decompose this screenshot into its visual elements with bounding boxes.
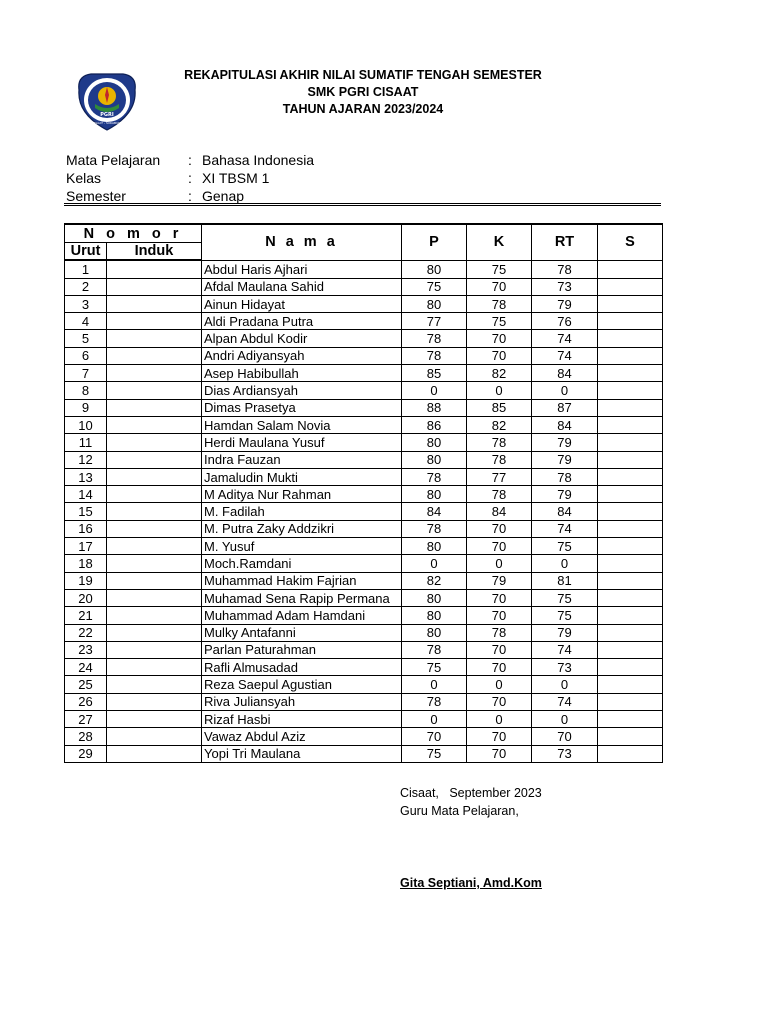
cell-k: 70 [467,728,532,745]
cell-p: 82 [402,572,467,589]
cell-induk [107,486,202,503]
info-colon: : [188,152,192,168]
cell-rt: 84 [532,365,598,382]
cell-urut: 19 [65,572,107,589]
cell-p: 75 [402,659,467,676]
cell-k: 70 [467,607,532,624]
cell-p: 80 [402,260,467,278]
cell-induk [107,399,202,416]
cell-induk [107,330,202,347]
cell-s [598,728,663,745]
cell-rt: 74 [532,347,598,364]
cell-s [598,745,663,762]
table-body [65,260,663,762]
cell-nama: Afdal Maulana Sahid [202,278,402,295]
cell-urut: 12 [65,451,107,468]
cell-urut: 9 [65,399,107,416]
cell-induk [107,711,202,728]
table-row [65,728,663,745]
cell-rt: 79 [532,434,598,451]
signature-role: Guru Mata Pelajaran, [400,804,519,818]
cell-k: 75 [467,260,532,278]
cell-s [598,486,663,503]
table-row [65,693,663,710]
table-row [65,330,663,347]
table-row [65,711,663,728]
cell-induk [107,382,202,399]
cell-p: 0 [402,555,467,572]
cell-nama: Hamdan Salam Novia [202,416,402,433]
cell-urut: 11 [65,434,107,451]
table-row [65,468,663,485]
cell-urut: 6 [65,347,107,364]
signer-name: Gita Septiani, Amd.Kom [400,876,542,890]
cell-s [598,676,663,693]
cell-rt: 75 [532,607,598,624]
cell-urut: 2 [65,278,107,295]
cell-rt: 79 [532,295,598,312]
cell-rt: 78 [532,468,598,485]
cell-s [598,295,663,312]
signature-block [400,784,542,820]
cell-p: 80 [402,451,467,468]
subject-info [66,151,314,205]
header-nama: N a m a [202,224,402,260]
cell-induk [107,572,202,589]
info-value: Bahasa Indonesia [202,152,315,168]
cell-urut: 5 [65,330,107,347]
cell-k: 78 [467,434,532,451]
header-induk: Induk [107,243,202,261]
cell-p: 78 [402,468,467,485]
cell-induk [107,278,202,295]
table-row [65,451,663,468]
info-row-class [66,169,314,187]
cell-k: 70 [467,520,532,537]
cell-p: 80 [402,434,467,451]
cell-nama: Rafli Almusadad [202,659,402,676]
cell-rt: 73 [532,278,598,295]
cell-induk [107,365,202,382]
cell-nama: Muhammad Adam Hamdani [202,607,402,624]
cell-urut: 26 [65,693,107,710]
info-value: Genap [202,188,245,204]
cell-p: 88 [402,399,467,416]
cell-nama: M. Fadilah [202,503,402,520]
school-logo-icon [73,70,141,132]
table-row [65,365,663,382]
table-row [65,486,663,503]
cell-s [598,313,663,330]
cell-k: 77 [467,468,532,485]
cell-induk [107,295,202,312]
cell-p: 80 [402,607,467,624]
cell-nama: Andri Adiyansyah [202,347,402,364]
cell-induk [107,659,202,676]
table-row [65,347,663,364]
cell-induk [107,624,202,641]
cell-urut: 18 [65,555,107,572]
cell-induk [107,589,202,606]
cell-nama: Moch.Ramdani [202,555,402,572]
table-row [65,572,663,589]
cell-p: 75 [402,745,467,762]
cell-induk [107,693,202,710]
cell-urut: 16 [65,520,107,537]
cell-p: 84 [402,503,467,520]
cell-urut: 13 [65,468,107,485]
cell-rt: 81 [532,572,598,589]
cell-s [598,399,663,416]
signature-place-date: Cisaat, September 2023 [400,786,542,800]
cell-rt: 73 [532,745,598,762]
cell-induk [107,313,202,330]
cell-rt: 79 [532,486,598,503]
cell-induk [107,347,202,364]
divider [64,203,661,206]
info-label: Semester [66,188,126,204]
cell-k: 70 [467,347,532,364]
cell-rt: 79 [532,624,598,641]
cell-urut: 17 [65,538,107,555]
cell-nama: Aldi Pradana Putra [202,313,402,330]
cell-s [598,365,663,382]
cell-rt: 74 [532,330,598,347]
cell-rt: 75 [532,538,598,555]
cell-s [598,416,663,433]
table-row [65,676,663,693]
cell-s [598,520,663,537]
cell-p: 80 [402,589,467,606]
cell-induk [107,416,202,433]
cell-nama: Yopi Tri Maulana [202,745,402,762]
cell-p: 80 [402,538,467,555]
table-header-row [65,224,663,243]
cell-p: 70 [402,728,467,745]
cell-induk [107,451,202,468]
table-row [65,399,663,416]
cell-urut: 1 [65,260,107,278]
cell-s [598,659,663,676]
cell-induk [107,260,202,278]
cell-rt: 70 [532,728,598,745]
cell-induk [107,520,202,537]
cell-urut: 22 [65,624,107,641]
cell-rt: 74 [532,693,598,710]
cell-nama: Indra Fauzan [202,451,402,468]
header-nomor: N o m o r [65,224,202,243]
cell-rt: 87 [532,399,598,416]
grades-table [64,223,663,763]
cell-rt: 76 [532,313,598,330]
cell-p: 85 [402,365,467,382]
cell-k: 70 [467,641,532,658]
cell-k: 82 [467,416,532,433]
cell-p: 80 [402,486,467,503]
table-row [65,503,663,520]
cell-s [598,711,663,728]
cell-s [598,589,663,606]
table-row [65,659,663,676]
cell-s [598,693,663,710]
cell-urut: 15 [65,503,107,520]
cell-k: 0 [467,555,532,572]
cell-k: 70 [467,745,532,762]
cell-s [598,572,663,589]
cell-p: 75 [402,278,467,295]
cell-s [598,434,663,451]
cell-rt: 73 [532,659,598,676]
info-row-subject [66,151,314,169]
cell-nama: Reza Saepul Agustian [202,676,402,693]
cell-k: 78 [467,486,532,503]
cell-nama: Muhamad Sena Rapip Permana [202,589,402,606]
cell-k: 70 [467,278,532,295]
cell-k: 85 [467,399,532,416]
cell-nama: Mulky Antafanni [202,624,402,641]
table-row [65,434,663,451]
header-p: P [402,224,467,260]
table-row [65,278,663,295]
cell-nama: Ainun Hidayat [202,295,402,312]
info-colon: : [188,170,192,186]
cell-s [598,382,663,399]
cell-induk [107,676,202,693]
cell-urut: 23 [65,641,107,658]
cell-rt: 0 [532,676,598,693]
table-row [65,607,663,624]
info-colon: : [188,188,192,204]
cell-induk [107,538,202,555]
cell-k: 78 [467,295,532,312]
cell-rt: 0 [532,711,598,728]
header-k: K [467,224,532,260]
cell-nama: Herdi Maulana Yusuf [202,434,402,451]
cell-nama: M. Yusuf [202,538,402,555]
table-row [65,416,663,433]
cell-nama: Dias Ardiansyah [202,382,402,399]
cell-urut: 8 [65,382,107,399]
info-label: Mata Pelajaran [66,152,161,168]
cell-s [598,451,663,468]
cell-k: 70 [467,659,532,676]
table-row [65,624,663,641]
table-row [65,382,663,399]
document-title: REKAPITULASI AKHIR NILAI SUMATIF TENGAH SEMESTER [184,68,542,82]
cell-induk [107,555,202,572]
cell-p: 77 [402,313,467,330]
cell-urut: 21 [65,607,107,624]
cell-s [598,607,663,624]
cell-p: 78 [402,693,467,710]
cell-k: 79 [467,572,532,589]
document-header [140,67,586,118]
cell-urut: 7 [65,365,107,382]
cell-k: 0 [467,676,532,693]
header-s: S [598,224,663,260]
cell-urut: 20 [65,589,107,606]
cell-s [598,278,663,295]
cell-s [598,347,663,364]
cell-induk [107,607,202,624]
cell-s [598,555,663,572]
academic-year: TAHUN AJARAN 2023/2024 [282,102,444,116]
cell-induk [107,641,202,658]
cell-nama: Parlan Paturahman [202,641,402,658]
table-row [65,745,663,762]
cell-k: 84 [467,503,532,520]
school-name: SMK PGRI CISAAT [307,85,419,99]
header-rt: RT [532,224,598,260]
cell-rt: 0 [532,555,598,572]
cell-nama: Alpan Abdul Kodir [202,330,402,347]
cell-urut: 27 [65,711,107,728]
logo-caption: CISAAT - SUKABUMI [92,121,122,125]
cell-urut: 24 [65,659,107,676]
cell-k: 70 [467,589,532,606]
table-row [65,313,663,330]
cell-p: 78 [402,330,467,347]
logo-text: PGRI [100,112,114,118]
cell-p: 0 [402,382,467,399]
table-row [65,295,663,312]
cell-rt: 78 [532,260,598,278]
cell-k: 0 [467,382,532,399]
cell-urut: 29 [65,745,107,762]
cell-urut: 25 [65,676,107,693]
cell-induk [107,468,202,485]
cell-rt: 74 [532,520,598,537]
cell-k: 75 [467,313,532,330]
table-row [65,520,663,537]
cell-rt: 75 [532,589,598,606]
cell-induk [107,503,202,520]
cell-p: 78 [402,347,467,364]
info-value: XI TBSM 1 [202,170,270,186]
cell-nama: Rizaf Hasbi [202,711,402,728]
cell-k: 78 [467,451,532,468]
cell-rt: 74 [532,641,598,658]
cell-nama: Asep Habibullah [202,365,402,382]
table-row [65,589,663,606]
cell-nama: Vawaz Abdul Aziz [202,728,402,745]
table-row [65,538,663,555]
cell-urut: 10 [65,416,107,433]
cell-p: 80 [402,295,467,312]
cell-s [598,538,663,555]
cell-urut: 28 [65,728,107,745]
cell-nama: M Aditya Nur Rahman [202,486,402,503]
cell-s [598,468,663,485]
cell-p: 0 [402,676,467,693]
cell-nama: Riva Juliansyah [202,693,402,710]
info-label: Kelas [66,170,102,186]
cell-nama: Muhammad Hakim Fajrian [202,572,402,589]
cell-p: 78 [402,520,467,537]
cell-urut: 4 [65,313,107,330]
cell-nama: Abdul Haris Ajhari [202,260,402,278]
cell-urut: 14 [65,486,107,503]
cell-k: 70 [467,693,532,710]
cell-p: 80 [402,624,467,641]
cell-induk [107,434,202,451]
cell-s [598,330,663,347]
cell-nama: Dimas Prasetya [202,399,402,416]
cell-s [598,260,663,278]
cell-k: 78 [467,624,532,641]
cell-induk [107,728,202,745]
cell-k: 0 [467,711,532,728]
table-row [65,641,663,658]
cell-nama: M. Putra Zaky Addzikri [202,520,402,537]
cell-rt: 79 [532,451,598,468]
cell-s [598,624,663,641]
table-row [65,260,663,278]
cell-p: 0 [402,711,467,728]
cell-induk [107,745,202,762]
cell-urut: 3 [65,295,107,312]
cell-k: 82 [467,365,532,382]
table-row [65,555,663,572]
cell-s [598,641,663,658]
cell-nama: Jamaludin Mukti [202,468,402,485]
cell-s [598,503,663,520]
cell-p: 86 [402,416,467,433]
cell-rt: 84 [532,416,598,433]
cell-k: 70 [467,330,532,347]
header-urut: Urut [65,243,107,261]
cell-rt: 0 [532,382,598,399]
cell-p: 78 [402,641,467,658]
cell-k: 70 [467,538,532,555]
cell-rt: 84 [532,503,598,520]
